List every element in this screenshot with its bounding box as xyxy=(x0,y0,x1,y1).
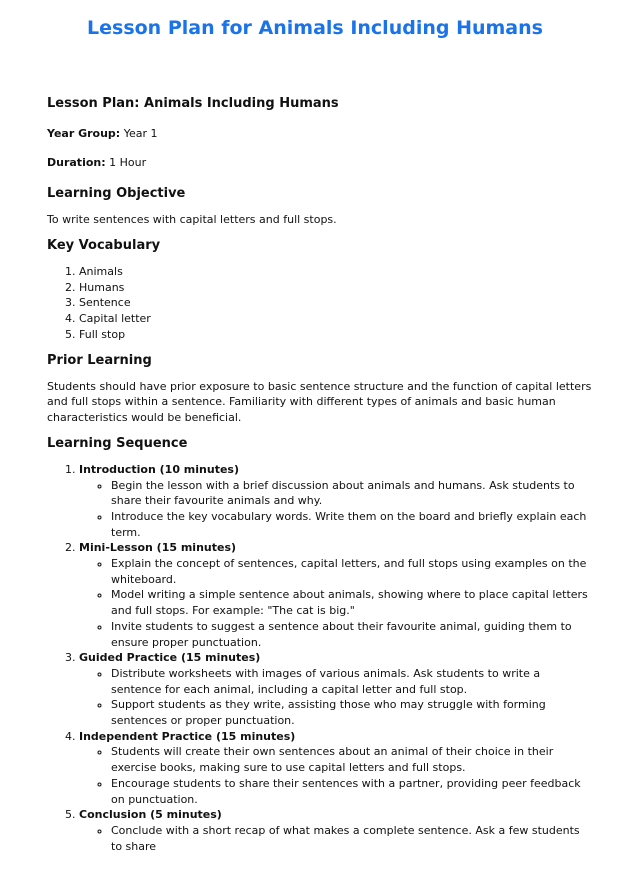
duration-value: 1 Hour xyxy=(109,156,147,169)
year-group xyxy=(47,126,592,142)
learning-sequence-heading: Learning Sequence xyxy=(47,435,188,451)
sequence-step xyxy=(79,807,592,854)
step-point: ◦ Explain the concept of sentences, capital letters, and full stops using examples on the whiteboard. xyxy=(111,556,592,587)
step-points xyxy=(79,823,592,854)
key-vocabulary-heading: Key Vocabulary xyxy=(47,237,161,253)
step-points xyxy=(79,478,592,541)
step-title: Mini-Lesson (15 minutes) xyxy=(79,541,237,555)
step-point: ◦ Model writing a simple sentence about animals, showing where to place capital letters and full stops. For example: "The cat is big." xyxy=(111,587,592,618)
step-title: Guided Practice (15 minutes) xyxy=(79,651,261,665)
step-point: ◦ Distribute worksheets with images of various animals. Ask students to write a sentence for each animal, including a capital letter and full stop. xyxy=(111,666,592,697)
learning-objective-heading: Learning Objective xyxy=(47,186,186,201)
step-point: ◦ Conclude with a short recap of what makes a complete sentence. Ask a few students to share xyxy=(111,823,592,854)
prior-learning-text: Students should have prior exposure to basic sentence structure and the function of capital letters and full stops within a sentence. Familiarity with different types of animals and basic human characteristics would be beneficial. xyxy=(47,379,592,425)
vocab-item: 2. Humans xyxy=(79,280,592,296)
learning-sequence-list xyxy=(47,462,592,855)
sequence-step xyxy=(79,729,592,808)
prior-learning-heading: Prior Learning xyxy=(47,352,152,368)
step-point: ◦ Begin the lesson with a brief discussion about animals and humans. Ask students to share their favourite animals and why. xyxy=(111,478,592,509)
learning-objective-text: To write sentences with capital letters and full stops. xyxy=(47,213,337,226)
duration-label: Duration: xyxy=(47,156,106,169)
step-point: ◦ Support students as they write, assisting those who may struggle with forming sentences or proper punctuation. xyxy=(111,697,592,728)
year-group-value: Year 1 xyxy=(123,127,158,140)
vocab-item: 4. Capital letter xyxy=(79,311,592,327)
vocab-item: 3. Sentence xyxy=(79,295,592,311)
step-title: Conclusion (5 minutes) xyxy=(79,808,222,822)
step-point: ◦ Introduce the key vocabulary words. Write them on the board and briefly explain each term. xyxy=(111,509,592,540)
step-point: ◦ Students will create their own sentences about an animal of their choice in their exercise books, making sure to use capital letters and full stops. xyxy=(111,744,592,775)
year-group-label: Year Group: xyxy=(47,127,121,140)
vocab-item: 5. Full stop xyxy=(79,327,592,343)
step-point: ◦ Invite students to suggest a sentence about their favourite animal, guiding them to ensure proper punctuation. xyxy=(111,619,592,650)
step-title: Introduction (10 minutes) xyxy=(79,462,239,476)
key-vocabulary-list xyxy=(47,264,592,343)
plan-heading: Lesson Plan: Animals Including Humans xyxy=(47,96,339,111)
vocab-item: 1. Animals xyxy=(79,264,592,280)
duration xyxy=(47,155,592,171)
step-title: Independent Practice (15 minutes) xyxy=(79,729,296,743)
step-points xyxy=(79,666,592,729)
sequence-step xyxy=(79,462,592,541)
sequence-step xyxy=(79,540,592,650)
document-content xyxy=(47,94,592,854)
document-title: Lesson Plan for Animals Including Humans xyxy=(87,17,543,39)
step-point: ◦ Encourage students to share their sentences with a partner, providing peer feedback on punctuation. xyxy=(111,776,592,807)
step-points xyxy=(79,744,592,807)
sequence-step xyxy=(79,650,592,729)
step-points xyxy=(79,556,592,650)
